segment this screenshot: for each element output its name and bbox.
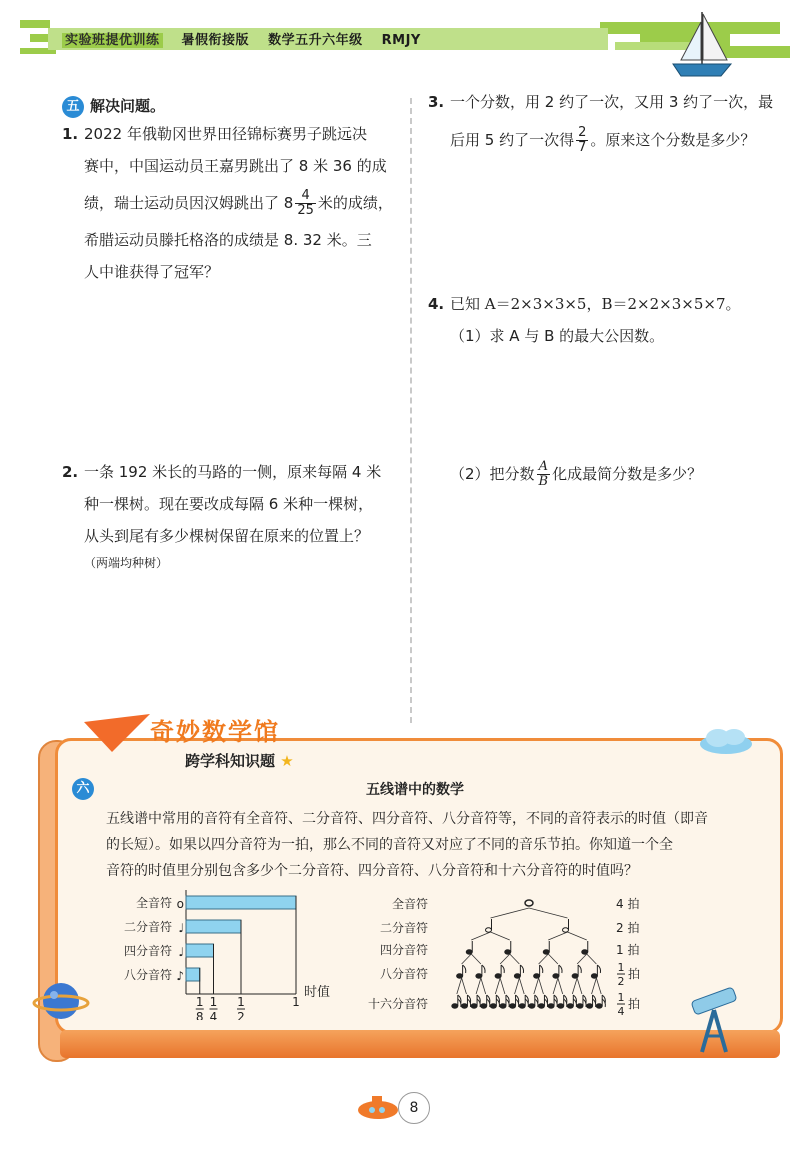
q1-fraction xyxy=(295,189,316,218)
panel-sub-title-text: 跨学科知识题 xyxy=(185,752,276,770)
tree-branch xyxy=(548,932,567,940)
chart-note-symbol: ♪ xyxy=(176,969,184,983)
telescope-icon xyxy=(682,980,752,1056)
chart-bar xyxy=(186,944,214,957)
tree-branch xyxy=(471,954,481,964)
chart-x-label: 时值 xyxy=(304,985,331,1000)
chart-category-label: 二分音符 xyxy=(123,920,172,934)
q2-line2: 种一棵树。现在要改成每隔 6 米种一棵树， xyxy=(84,495,374,513)
q1-line1: 2022 年俄勒冈世界田径锦标赛男子跳远决 xyxy=(84,125,367,143)
tree-branch xyxy=(515,978,520,994)
q3-frac-num: 2 xyxy=(578,125,587,140)
note-head xyxy=(567,1004,573,1008)
panel-para-line3: 音符的时值里分别包含多少个二分音符、四分音符、八分音符和十六分音符的时值吗？ xyxy=(106,863,638,879)
note-head xyxy=(558,1004,564,1008)
note-head xyxy=(476,974,482,978)
whole-note xyxy=(525,900,533,906)
chart-tick-num: 1 xyxy=(237,995,245,1009)
chart-bar xyxy=(186,968,200,981)
q4-part2-pre: （2）把分数 xyxy=(450,465,535,483)
chart-category-label: 四分音符 xyxy=(123,944,172,958)
panel-main-title: 奇妙数学馆 xyxy=(150,718,280,746)
question-1 xyxy=(62,118,407,288)
tree-branch xyxy=(596,978,601,994)
sailboat-icon xyxy=(665,8,735,80)
note-head xyxy=(591,974,597,978)
tree-beat-label: 4 拍 xyxy=(616,897,640,911)
q4-part2-post: 化成最简分数是多少？ xyxy=(552,465,703,483)
note-head xyxy=(577,1004,583,1008)
tree-beat-label: 拍 xyxy=(628,967,641,981)
question-3 xyxy=(428,86,778,162)
tree-branch xyxy=(476,978,481,994)
chart-note-symbol: o xyxy=(176,897,184,911)
tree-row-label: 全音符 xyxy=(391,897,428,911)
panel-bottom-bar xyxy=(60,1030,780,1058)
q4-part1: （1）求 A 与 B 的最大公因数。 xyxy=(450,327,665,345)
q4-number: 4. xyxy=(428,295,445,313)
tree-branch xyxy=(462,954,472,964)
q1-frac-den: 25 xyxy=(297,203,314,218)
tree-branch xyxy=(572,978,577,994)
q4-line1: 已知 A＝2×3×3×5，B＝2×2×3×5×7。 xyxy=(450,295,741,313)
note-tree-diagram xyxy=(352,888,652,1020)
note-head xyxy=(486,928,492,932)
version-label: RMJY xyxy=(381,33,421,48)
chart-tick-den: 4 xyxy=(209,1010,218,1020)
chart-tick-den: 8 xyxy=(195,1010,204,1020)
tree-beat-den: 2 xyxy=(617,975,625,988)
tree-branch xyxy=(577,978,582,994)
q3-line2-post: 。原来这个分数是多少？ xyxy=(590,131,756,149)
submarine-icon xyxy=(352,1088,402,1124)
chart-category-label: 八分音符 xyxy=(123,968,172,982)
cloud-icon xyxy=(696,726,756,756)
note-head xyxy=(596,1004,602,1008)
q1-line3-post: 米的成绩， xyxy=(317,194,393,212)
tree-beat-label: 拍 xyxy=(628,997,641,1011)
note-head xyxy=(529,1004,535,1008)
column-divider xyxy=(410,98,412,723)
tree-row-label: 二分音符 xyxy=(379,921,428,935)
note-head xyxy=(500,1004,506,1008)
panel-heading: 五线谱中的数学 xyxy=(366,782,464,798)
tree-beat-label: 1 拍 xyxy=(616,943,640,957)
tree-branch xyxy=(495,978,500,994)
note-head xyxy=(519,1004,525,1008)
q3-line2 xyxy=(428,118,778,162)
section-six-badge: 六 xyxy=(72,778,94,800)
tree-branch xyxy=(539,954,549,964)
note-head xyxy=(481,1004,487,1008)
chart-tick-den: 2 xyxy=(237,1010,245,1020)
note-head xyxy=(534,974,540,978)
note-head xyxy=(548,1004,554,1008)
tree-row-label: 四分音符 xyxy=(379,943,428,957)
note-head xyxy=(563,928,569,932)
note-head xyxy=(587,1004,593,1008)
tree-branch xyxy=(500,978,505,994)
q1-line4: 希腊运动员滕托格洛的成绩是 8. 32 米。三 xyxy=(84,231,372,249)
chart-tick-num: 1 xyxy=(195,995,204,1009)
chart-category-label: 全音符 xyxy=(135,896,172,910)
subject-label: 数学五升六年级 xyxy=(268,33,363,48)
note-head xyxy=(572,974,578,978)
note-head xyxy=(505,950,511,954)
tree-branch xyxy=(587,954,597,964)
note-duration-chart xyxy=(110,888,350,1020)
tree-branch xyxy=(548,954,558,964)
tree-branch xyxy=(577,954,587,964)
q4-frac-den: B xyxy=(538,474,549,489)
panel-paragraph xyxy=(106,806,758,884)
chart-note-symbol: ♩ xyxy=(178,945,184,959)
question-4 xyxy=(428,288,788,352)
tree-branch xyxy=(500,954,510,964)
page-number: 8 xyxy=(398,1092,430,1124)
series-title: 实验班提优训练 xyxy=(62,33,163,48)
q3-fraction xyxy=(576,126,588,155)
q2-line1: 一条 192 米长的马路的一侧，原来每隔 4 米 xyxy=(84,463,382,481)
tree-branch xyxy=(457,978,462,994)
q1-number: 1. xyxy=(62,125,79,143)
question-2 xyxy=(62,456,407,574)
q3-line1: 一个分数，用 2 约了一次，又用 3 约了一次，最 xyxy=(450,93,774,111)
panel-para-line2: 的长短）。如果以四分音符为一拍，那么不同的音符又对应了不同的音乐节拍。你知道一个全 xyxy=(106,837,673,853)
tree-branch xyxy=(539,978,544,994)
tree-branch xyxy=(491,932,510,940)
chart-tick-label: 1 xyxy=(292,995,300,1009)
tree-branch xyxy=(481,978,486,994)
q1-line2: 赛中，中国运动员王嘉男跳出了 8 米 36 的成 xyxy=(84,157,387,175)
planet-icon xyxy=(32,975,90,1027)
q3-frac-den: 7 xyxy=(578,140,587,155)
page-header xyxy=(0,0,800,85)
q2-line3: 从头到尾有多少棵树保留在原来的位置上？ xyxy=(84,527,370,545)
note-head xyxy=(490,1004,496,1008)
section-five-badge: 五 xyxy=(62,96,84,118)
note-head xyxy=(457,974,463,978)
note-head xyxy=(510,1004,516,1008)
section-five-title: 解决问题。 xyxy=(90,97,166,115)
chart-bar xyxy=(186,896,296,909)
q2-number: 2. xyxy=(62,463,79,481)
tree-beat-num: 1 xyxy=(617,961,625,974)
q4-fraction xyxy=(537,460,551,489)
tree-row-label: 十六分音符 xyxy=(367,997,428,1011)
tree-branch xyxy=(519,978,524,994)
q1-line3-pre: 绩，瑞士运动员因汉姆跳出了 8 xyxy=(84,194,294,212)
tree-branch xyxy=(558,978,563,994)
edition-label: 暑假衔接版 xyxy=(181,33,250,48)
chart-bar xyxy=(186,920,241,933)
tree-branch xyxy=(510,954,520,964)
q3-line2-pre: 后用 5 约了一次得 xyxy=(450,131,575,149)
tree-beat-num: 1 xyxy=(617,991,625,1004)
note-head xyxy=(538,1004,544,1008)
q1-line5: 人中谁获得了冠军？ xyxy=(84,263,220,281)
star-icon: ★ xyxy=(280,752,294,770)
panel-para-line1: 五线谱中常用的音符有全音符、二分音符、四分音符、八分音符等，不同的音符表示的时值（即音 xyxy=(106,811,708,827)
note-head xyxy=(461,1004,467,1008)
q1-line3 xyxy=(62,182,407,224)
note-head xyxy=(543,950,549,954)
tree-branch xyxy=(568,932,587,940)
tree-branch xyxy=(534,978,539,994)
tree-branch xyxy=(529,908,568,918)
tree-row-label: 八分音符 xyxy=(379,967,428,981)
paper-plane-icon xyxy=(82,712,152,758)
tree-beat-den: 4 xyxy=(617,1005,625,1018)
panel-sub-title xyxy=(185,750,294,771)
note-head xyxy=(553,974,559,978)
note-head xyxy=(514,974,520,978)
q4-frac-num: A xyxy=(537,460,551,475)
note-head xyxy=(495,974,501,978)
chart-note-symbol: ♩ xyxy=(178,921,184,935)
tree-beat-label: 2 拍 xyxy=(616,921,640,935)
header-text xyxy=(62,29,435,48)
note-head xyxy=(582,950,588,954)
note-head xyxy=(452,1004,458,1008)
q3-number: 3. xyxy=(428,93,445,111)
tree-branch xyxy=(471,932,490,940)
tree-branch xyxy=(462,978,467,994)
note-head xyxy=(471,1004,477,1008)
q2-note: （两端均种树） xyxy=(84,556,169,570)
tree-branch xyxy=(491,908,530,918)
note-head xyxy=(466,950,472,954)
chart-tick-num: 1 xyxy=(209,995,218,1009)
q4-part2 xyxy=(450,452,790,496)
tree-branch xyxy=(592,978,597,994)
q1-frac-num: 4 xyxy=(295,189,316,204)
tree-branch xyxy=(553,978,558,994)
